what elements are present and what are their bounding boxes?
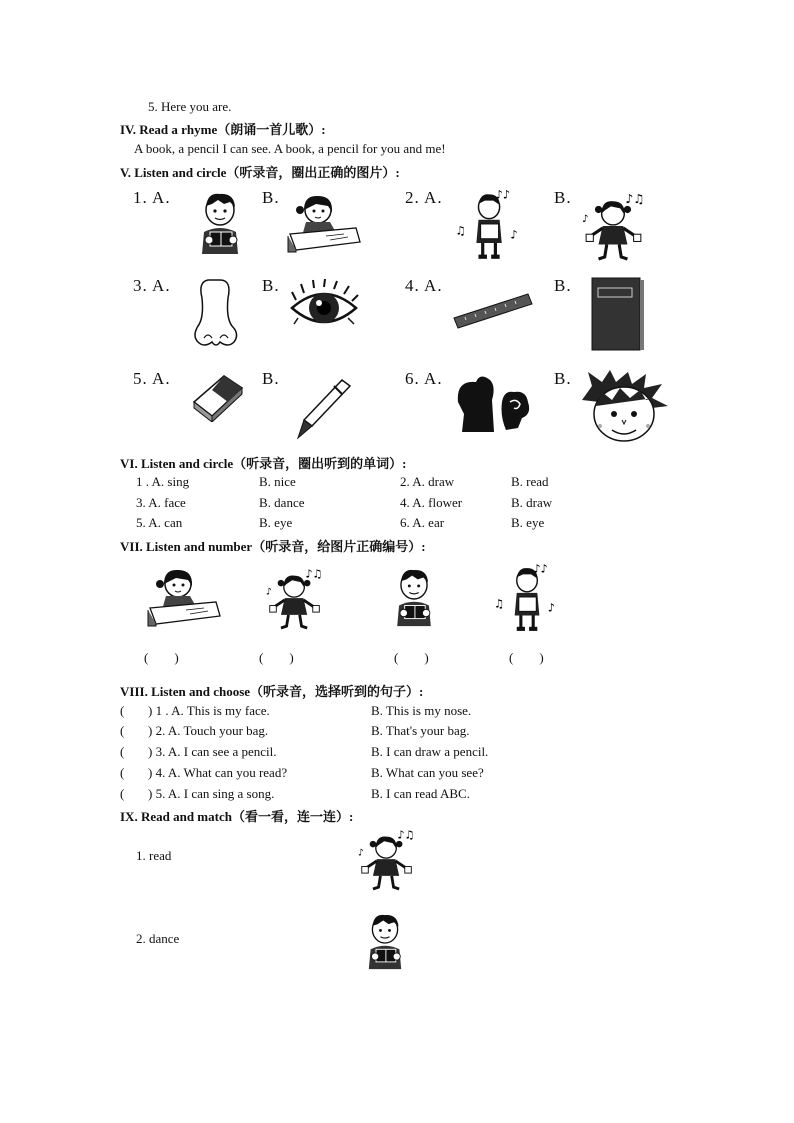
q5-option-a-label: 5. A. xyxy=(133,369,171,388)
boy-reading-picture[interactable] xyxy=(190,190,250,260)
vi-q6-b[interactable]: B. eye xyxy=(511,515,545,530)
book-picture[interactable] xyxy=(588,276,646,354)
vi-q5-a[interactable]: 5. A. can xyxy=(136,515,183,530)
vi-q4-b[interactable]: B. draw xyxy=(511,495,553,510)
vi-q4-a[interactable]: 4. A. flower xyxy=(400,495,463,510)
viii-answer-bracket[interactable]: ( xyxy=(120,786,125,801)
vi-q2-b[interactable]: B. read xyxy=(511,474,549,489)
section-vii-heading: VII. Listen and number（听录音，给图片正确编号）: xyxy=(120,539,426,554)
viii-answer-bracket[interactable]: ( xyxy=(120,723,125,738)
vii-answer-bracket-4[interactable]: ( ) xyxy=(509,650,544,665)
viii-answer-bracket[interactable]: ( xyxy=(120,765,125,780)
vi-q3-a[interactable]: 3. A. face xyxy=(136,495,186,510)
section-viii-heading: VIII. Listen and choose（听录音，选择听到的句子）: xyxy=(120,684,424,699)
q2-option-b-label: B. xyxy=(554,188,572,207)
vii-answer-bracket-1[interactable]: ( ) xyxy=(144,650,179,665)
vi-q1-a[interactable]: 1 . A. sing xyxy=(136,474,190,489)
viii-q5-b: B. I can read ABC. xyxy=(371,786,470,801)
vii-boy-singing-picture xyxy=(492,562,560,634)
top-line: 5. Here you are. xyxy=(148,99,232,114)
ix-boy-reading-picture[interactable] xyxy=(358,910,412,976)
q4-option-a-label: 4. A. xyxy=(405,276,443,295)
q3-option-a-label: 3. A. xyxy=(133,276,171,295)
nose-picture[interactable] xyxy=(190,278,242,348)
pen-picture[interactable] xyxy=(290,376,354,440)
viii-q1-a: ) 1 . A. This is my face. xyxy=(148,703,270,718)
ix-word-dance[interactable]: 2. dance xyxy=(136,931,180,946)
vi-q3-b[interactable]: B. dance xyxy=(259,495,305,510)
vii-answer-bracket-3[interactable]: ( ) xyxy=(394,650,429,665)
section-iv-heading: IV. Read a rhyme（朗诵一首儿歌）: xyxy=(120,122,326,137)
q1-option-a-label: 1. A. xyxy=(133,188,171,207)
viii-q3-a: ) 3. A. I can see a pencil. xyxy=(148,744,277,759)
q1-option-b-label: B. xyxy=(262,188,280,207)
viii-q3-b: B. I can draw a pencil. xyxy=(371,744,489,759)
face-picture[interactable] xyxy=(580,370,670,444)
vii-girl-dancing-picture xyxy=(266,564,324,634)
viii-q2-b: B. That's your bag. xyxy=(371,723,470,738)
section-vi-heading: VI. Listen and circle（听录音，圈出听到的单词）: xyxy=(120,456,407,471)
viii-answer-bracket[interactable]: ( xyxy=(120,744,125,759)
girl-dancing-picture[interactable] xyxy=(582,190,646,264)
viii-answer-bracket[interactable]: ( xyxy=(120,703,125,718)
q4-option-b-label: B. xyxy=(554,276,572,295)
viii-q2-a: ) 2. A. Touch your bag. xyxy=(148,723,269,738)
section-v-heading: V. Listen and circle（听录音，圈出正确的图片）: xyxy=(120,165,400,180)
ix-word-read[interactable]: 1. read xyxy=(136,848,172,863)
ear-picture[interactable] xyxy=(452,372,538,434)
vi-q6-a[interactable]: 6. A. ear xyxy=(400,515,445,530)
section-ix-heading: IX. Read and match（看一看，连一连）: xyxy=(120,809,354,824)
q6-option-a-label: 6. A. xyxy=(405,369,443,388)
ruler-picture[interactable] xyxy=(452,290,534,330)
vi-q2-a[interactable]: 2. A. draw xyxy=(400,474,455,489)
viii-q1-b: B. This is my nose. xyxy=(371,703,472,718)
rhyme-text: A book, a pencil I can see. A book, a pencil for you and me! xyxy=(134,141,446,156)
q5-option-b-label: B. xyxy=(262,369,280,388)
vii-girl-drawing-picture xyxy=(146,566,224,630)
viii-q4-b: B. What can you see? xyxy=(371,765,484,780)
vii-answer-bracket-2[interactable]: ( ) xyxy=(259,650,294,665)
eraser-picture[interactable] xyxy=(190,372,246,422)
viii-q4-a: ) 4. A. What can you read? xyxy=(148,765,288,780)
ix-girl-dancing-picture[interactable] xyxy=(358,824,416,896)
q2-option-a-label: 2. A. xyxy=(405,188,443,207)
viii-q5-a: ) 5. A. I can sing a song. xyxy=(148,786,275,801)
vi-q1-b[interactable]: B. nice xyxy=(259,474,296,489)
vii-boy-reading-picture xyxy=(386,566,442,632)
q3-option-b-label: B. xyxy=(262,276,280,295)
boy-singing-picture[interactable] xyxy=(452,188,524,262)
eye-picture[interactable] xyxy=(288,278,360,338)
vi-q5-b[interactable]: B. eye xyxy=(259,515,293,530)
q6-option-b-label: B. xyxy=(554,369,572,388)
girl-drawing-picture[interactable] xyxy=(286,192,364,256)
